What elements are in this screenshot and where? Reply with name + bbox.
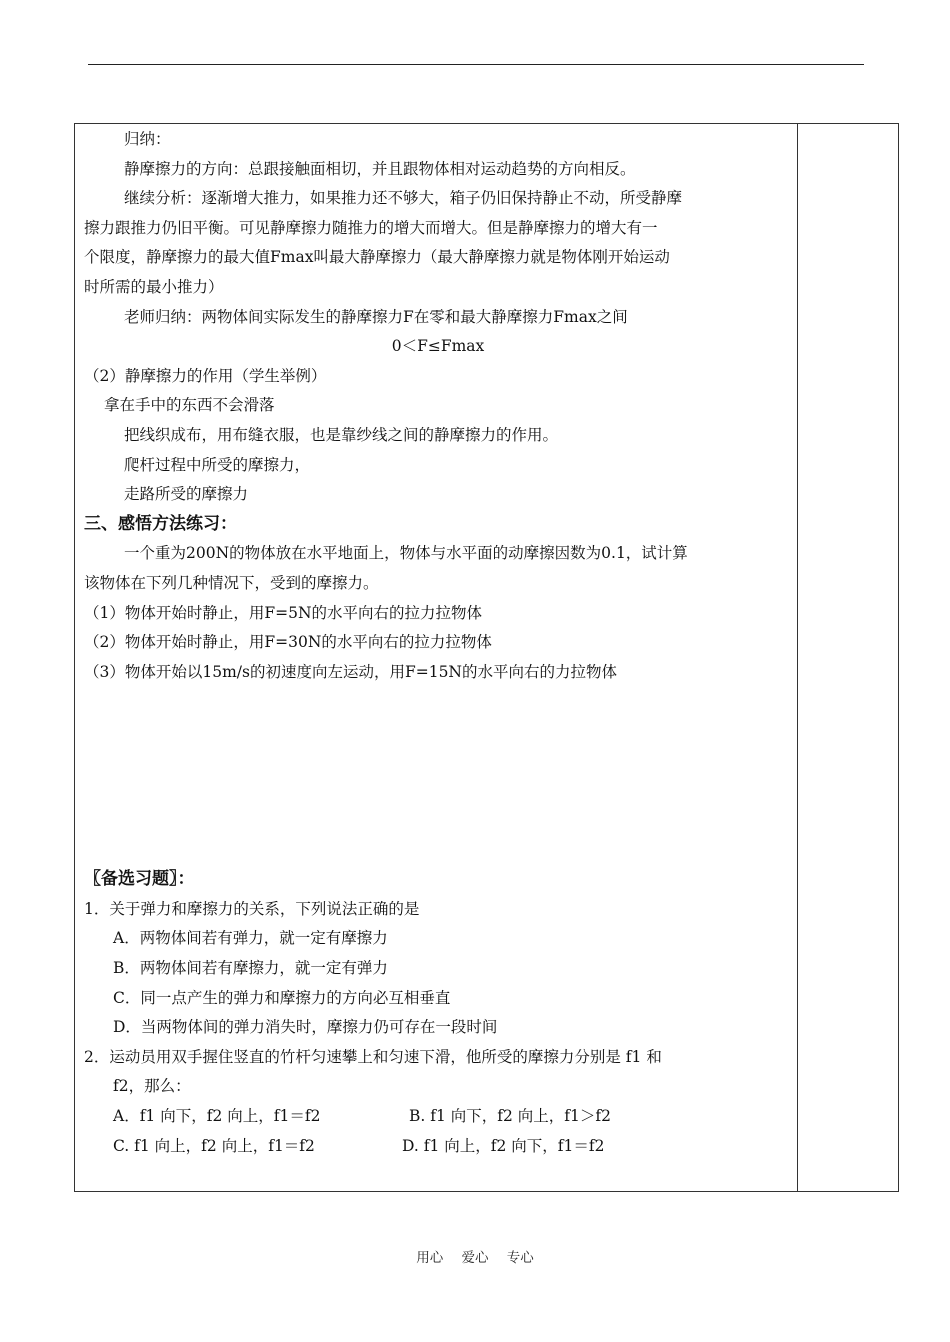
answer-option: A．f1 向下，f2 向上，f1＝f2	[113, 1107, 321, 1126]
text-line: 归纳：	[124, 130, 171, 148]
text-line: （2）静摩擦力的作用（学生举例）	[84, 366, 327, 385]
question-stem: 2．运动员用双手握住竖直的竹杆匀速攀上和匀速下滑，他所受的摩擦力分别是 f1 和	[84, 1047, 662, 1066]
formula-line: 0＜F≤Fmax	[391, 337, 485, 356]
answer-option: A．两物体间若有弹力，就一定有摩擦力	[113, 929, 388, 948]
answer-option: C．同一点产生的弹力和摩擦力的方向必互相垂直	[113, 988, 451, 1007]
text-line: 擦力跟推力仍旧平衡。可见静摩擦力随推力的增大而增大。但是静摩擦力的增大有一	[84, 218, 658, 237]
text-line: 静摩擦力的方向：总跟接触面相切，并且跟物体相对运动趋势的方向相反。	[124, 159, 636, 178]
header-rule	[88, 64, 864, 65]
table-column-divider	[797, 123, 798, 1192]
text-line: 把线织成布，用布缝衣服，也是靠纱线之间的静摩擦力的作用。	[124, 425, 559, 444]
text-line: 拿在手中的东西不会滑落	[104, 396, 275, 415]
text-line: 走路所受的摩擦力	[124, 485, 249, 504]
answer-option: C. f1 向上，f2 向上，f1＝f2	[113, 1136, 315, 1155]
text-line: 爬杆过程中所受的摩擦力，	[124, 455, 311, 474]
answer-option-row	[84, 1132, 792, 1162]
question-stem: 1．关于弹力和摩擦力的关系，下列说法正确的是	[84, 899, 420, 918]
exercise-item: （3）物体开始以15m/s的初速度向左运动，用F=15N的水平向右的力拉物体	[84, 662, 617, 681]
footer-word: 专心	[506, 1250, 534, 1266]
exercise-item: （2）物体开始时静止，用F=30N的水平向右的拉力拉物体	[84, 633, 492, 652]
answer-option: D．当两物体间的弹力消失时，摩擦力仍可存在一段时间	[113, 1018, 498, 1037]
text-line: 个限度，静摩擦力的最大值Fmax叫最大静摩擦力（最大静摩擦力就是物体刚开始运动	[84, 248, 670, 267]
section-heading: 三、感悟方法练习：	[84, 513, 237, 534]
answer-option: B．两物体间若有摩擦力，就一定有弹力	[113, 959, 388, 978]
footer-word: 爱心	[461, 1250, 489, 1266]
main-cell	[84, 125, 792, 1161]
answer-option: B. f1 向下，f2 向上，f1＞f2	[409, 1107, 611, 1126]
question-stem: f2，那么：	[113, 1077, 191, 1096]
text-line: 老师归纳：两物体间实际发生的静摩擦力F在零和最大静摩擦力Fmax之间	[124, 307, 628, 326]
page-footer	[0, 1246, 950, 1266]
text-line: 该物体在下列几种情况下，受到的摩擦力。	[84, 573, 379, 592]
exercise-item: （1）物体开始时静止，用F=5N的水平向右的拉力拉物体	[84, 603, 483, 622]
answer-option-row	[84, 1102, 792, 1132]
footer-word: 用心	[416, 1250, 444, 1266]
section-heading: 〖备选习题〗：	[84, 869, 195, 890]
text-line: 继续分析：逐渐增大推力，如果推力还不够大，箱子仍旧保持静止不动，所受静摩	[124, 189, 683, 208]
answer-space	[84, 687, 792, 865]
answer-option: D. f1 向上，f2 向下，f1＝f2	[402, 1136, 605, 1155]
text-line: 时所需的最小推力）	[84, 277, 224, 296]
text-line: 一个重为200N的物体放在水平地面上，物体与水平面的动摩擦因数为0.1，试计算	[124, 544, 688, 563]
